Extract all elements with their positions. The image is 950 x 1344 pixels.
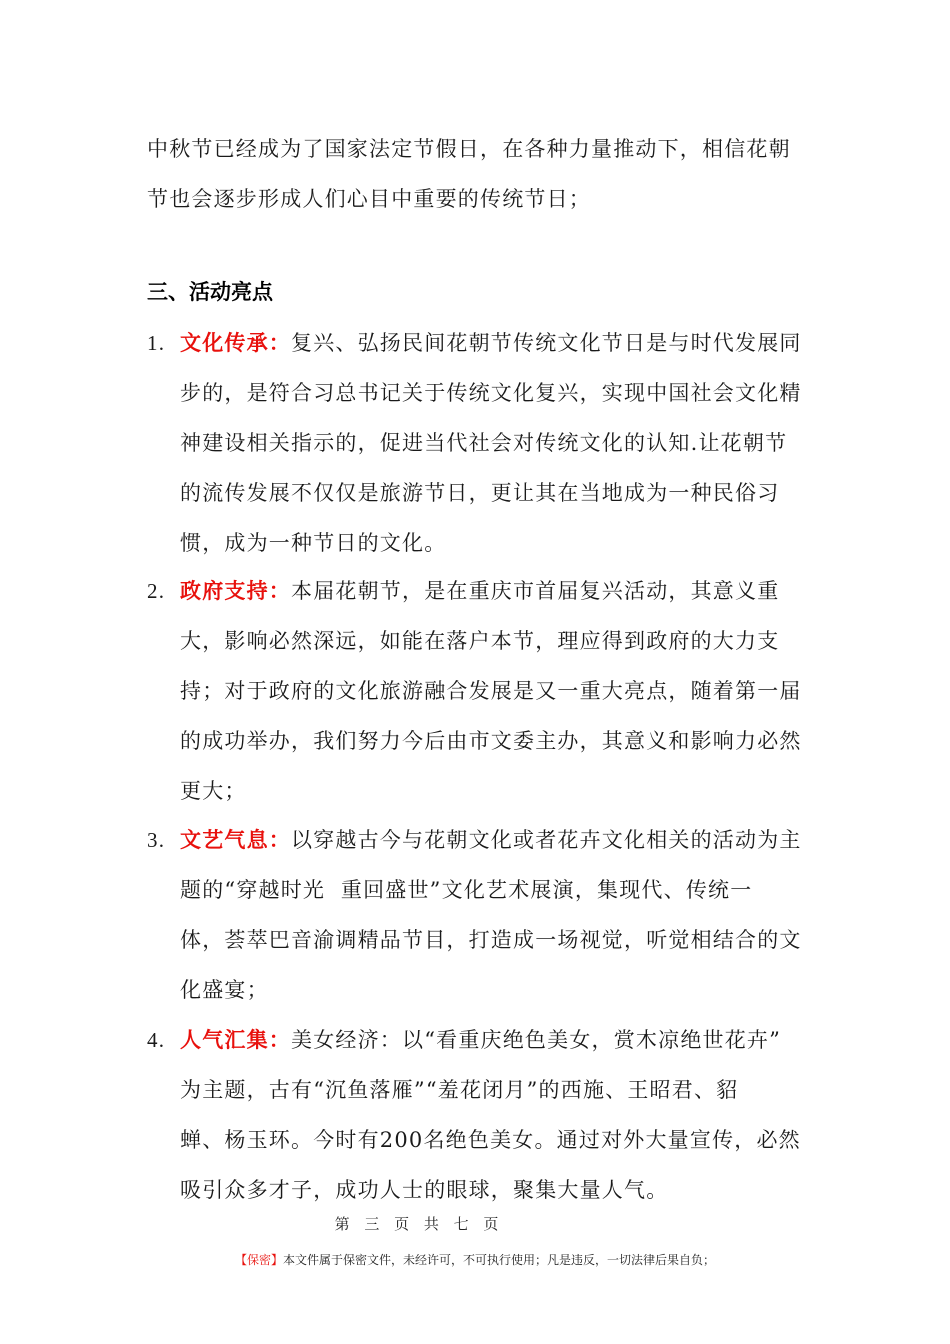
list-item-line: 以穿越古今与花朝文化或者花卉文化相关的活动为主: [291, 828, 802, 852]
section-heading: 三、活动亮点: [147, 280, 273, 304]
list-item-line: 化盛宴；: [180, 978, 269, 1002]
list-item: [147, 815, 817, 1015]
list-item-number: 2.: [147, 579, 166, 603]
confidential-text: 本文件属于保密文件，未经许可，不可执行使用；凡是违反，一切法律后果自负；: [283, 1253, 716, 1267]
confidential-tag: 【保密】: [234, 1253, 283, 1267]
list-item-text: [180, 318, 817, 568]
list-item-line: 吸引众多才子，成功人士的眼球，聚集大量人气。: [180, 1178, 669, 1202]
list-item-keyword: 人气汇集：: [180, 1027, 291, 1052]
list-item-line: 美女经济：以“看重庆绝色美女，赏木凉绝世花卉”: [291, 1028, 782, 1052]
list-item-line: 更大；: [180, 779, 247, 803]
list-item-line: 神建设相关指示的，促进当代社会对传统文化的认知.让花朝节: [180, 431, 788, 455]
list-item-text: [180, 1015, 817, 1215]
list-item-line: 步的，是符合习总书记关于传统文化复兴，实现中国社会文化精: [180, 381, 802, 405]
list-item-line: 为主题，古有“沉鱼落雁”“羞花闭月”的西施、王昭君、貂: [180, 1078, 739, 1102]
confidential-notice: [0, 1251, 950, 1268]
list-item-line: 的流传发展不仅仅是旅游节日，更让其在当地成为一种民俗习: [180, 481, 780, 505]
list-item-number: 4.: [147, 1028, 166, 1052]
list-item-text: [180, 815, 817, 1015]
list-item-number: 3.: [147, 828, 166, 852]
list-item-text: [180, 566, 817, 816]
list-item-keyword: 文化传承：: [180, 330, 291, 355]
list-item-line: 持；对于政府的文化旅游融合发展是又一重大亮点，随着第一届: [180, 679, 802, 703]
list-item: [147, 1015, 817, 1215]
list-item-line: 本届花朝节，是在重庆市首届复兴活动，其意义重: [291, 579, 780, 603]
intro-line: 节也会逐步形成人们心目中重要的传统节日；: [147, 187, 591, 211]
intro-line: 中秋节已经成为了国家法定节假日，在各种力量推动下，相信花朝: [147, 137, 791, 161]
intro-paragraph: [147, 124, 817, 224]
list-item-line: 大，影响必然深远，如能在落户本节，理应得到政府的大力支: [180, 629, 780, 653]
list-item-number: 1.: [147, 331, 166, 355]
list-item: [147, 566, 817, 816]
list-item-line: 惯，成为一种节日的文化。: [180, 531, 447, 555]
page-number: 第 三 页 共 七 页: [334, 1215, 504, 1233]
list-item-keyword: 政府支持：: [180, 578, 291, 603]
list-item-line: 蝉、杨玉环。今时有200名绝色美女。通过对外大量宣传，必然: [180, 1128, 801, 1152]
list-item-line: 复兴、弘扬民间花朝节传统文化节日是与时代发展同: [291, 331, 802, 355]
list-item-line: 的成功举办，我们努力今后由市文委主办，其意义和影响力必然: [180, 729, 802, 753]
list-item: [147, 318, 817, 568]
list-item-keyword: 文艺气息：: [180, 827, 291, 852]
list-item-line: 题的“穿越时光 重回盛世”文化艺术展演，集现代、传统一: [180, 878, 753, 902]
list-item-line: 体，荟萃巴音渝调精品节目，打造成一场视觉，听觉相结合的文: [180, 928, 802, 952]
